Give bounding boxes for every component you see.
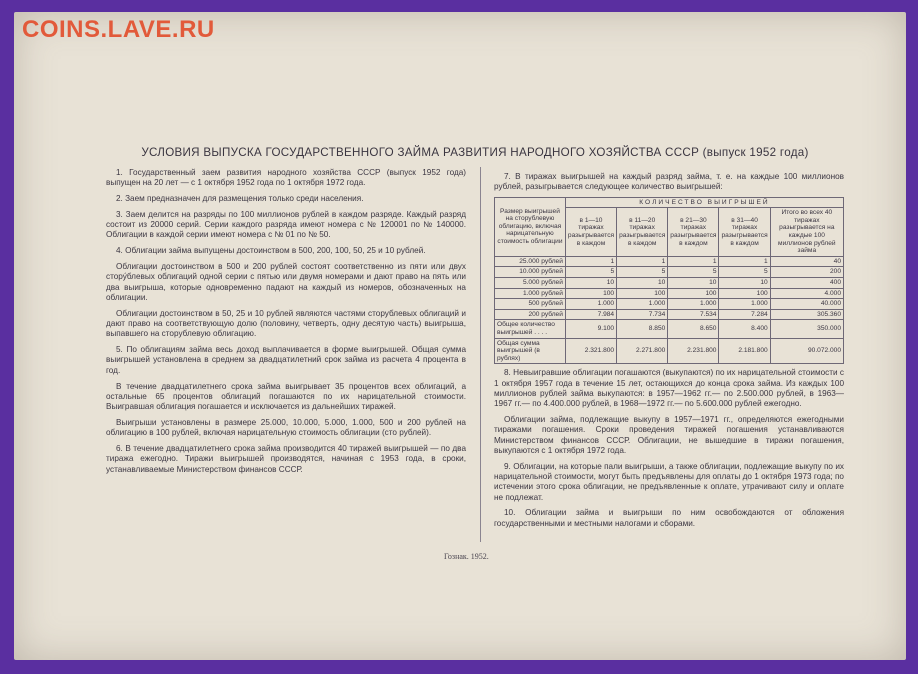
table-cell: 1.000 [617, 299, 668, 310]
table-cell: 1 [617, 256, 668, 267]
table-row [495, 256, 844, 267]
table-cell: 2.181.800 [719, 338, 770, 364]
table-row [495, 309, 844, 320]
document-heading: УСЛОВИЯ ВЫПУСКА ГОСУДАРСТВЕННОГО ЗАЙМА РАЗВИТИЯ НАРОДНОГО ХОЗЯЙСТВА СССР (выпуск 1952 года) [141, 146, 809, 159]
table-row [495, 299, 844, 310]
table-row-total-count [495, 320, 844, 338]
table-cell: 100 [565, 288, 616, 299]
condition-paragraph: Облигации достоинством в 500 и 200 рублей состоят соответственно из пяти или двух стору́блевых облигаций одной серии с пятью или двумя номерами и дают право на пять или два выигрыша, которые одновременно падают на каждый из номеров, обозначенных на облигации. [106, 262, 466, 302]
table-cell: 100 [719, 288, 770, 299]
table-cell: 25.000 рублей [495, 256, 566, 267]
table-group-header: КОЛИЧЕСТВО ВЫИГРЫШЕЙ [565, 197, 843, 208]
table-cell: 40.000 [770, 299, 843, 310]
table-row [495, 288, 844, 299]
table-cell: 2.271.800 [617, 338, 668, 364]
table-cell: 5.000 рублей [495, 277, 566, 288]
condition-paragraph: 5. По облигациям займа весь доход выплачивается в форме выигрышей. Общая сумма выигрышей установлена в среднем за двадцатилетний срок займа из расчета 4 процента в год. [106, 345, 466, 375]
table-cell: 100 [617, 288, 668, 299]
condition-paragraph: 10. Облигации займа и выигрыши по ним освобождаются от обложения государственными и местными налогами и сборами. [494, 508, 844, 528]
site-watermark: COINS.LAVE.RU [22, 16, 215, 43]
table-header-cell: Размер выигрышей на сторублевую облигацию, включая нарицательную стоимость облигации [495, 197, 566, 256]
condition-paragraph: Облигации займа, подлежащие выкупу в 1957—1971 гг., определяются ежегодными тиражами погашения. Сроки проведения тиражей погашения устанавливаются Министерством финансов СССР. Облигации, не вышедшие в тиражи погашения, выкупаются с 1 октября 1972 года. [494, 414, 844, 455]
table-cell: 7.534 [668, 309, 719, 320]
table-cell: 10 [719, 277, 770, 288]
table-cell: 5 [719, 267, 770, 278]
table-cell: 5 [668, 267, 719, 278]
table-cell: 200 рублей [495, 309, 566, 320]
table-row-total-sum [495, 338, 844, 364]
table-cell: 7.734 [617, 309, 668, 320]
table-cell: 1.000 [565, 299, 616, 310]
table-cell: 1 [719, 256, 770, 267]
table-cell: 10 [565, 277, 616, 288]
table-cell: 9.100 [565, 320, 616, 338]
condition-paragraph: 8. Невыигравшие облигации погашаются (выкупаются) по их нарицательной стоимости с 1 октября 1957 года в течение 15 лет, остающихся до конца срока займа. Из каждых 100 миллионов рублей займа выкупаются: в 1957—1962 гг.— по 2.500.000 рублей, в 1963—1967 гг.— по 4.400.000 рублей, в 1968—1972 гг.— по 5.600.000 рублей ежегодно. [494, 368, 844, 409]
table-cell: Общее количество выигрышей . . . . [495, 320, 566, 338]
table-cell: 10 [668, 277, 719, 288]
table-cell: 350.000 [770, 320, 843, 338]
table-cell: 5 [617, 267, 668, 278]
table-cell: 8.850 [617, 320, 668, 338]
table-cell: 8.400 [719, 320, 770, 338]
table-cell: 40 [770, 256, 843, 267]
table-header-cell: в 21—30 тиражах разыгрывается в каждом [668, 208, 719, 257]
bond-reverse-sheet [14, 12, 906, 660]
condition-paragraph: 2. Заем предназначен для размещения только среди населения. [116, 194, 364, 204]
condition-paragraph: 9. Облигации, на которые пали выигрыши, а также облигации, подлежащие выкупу по их нарицательной стоимости, могут быть предъявлены для оплаты до 1 октября 1973 года; по истечении этого срока облигации, не предъявленные к оплате, утрачивают силу и оплате не подлежат. [494, 461, 844, 502]
table-cell: 200 [770, 267, 843, 278]
table-cell: 1 [668, 256, 719, 267]
printer-imprint: Гознак. 1952. [444, 552, 489, 561]
table-cell: 7.284 [719, 309, 770, 320]
table-cell: 90.072.000 [770, 338, 843, 364]
table-cell: 400 [770, 277, 843, 288]
table-cell: 100 [668, 288, 719, 299]
table-header-cell: в 31—40 тиражах разыгрывается в каждом [719, 208, 770, 257]
table-row [495, 267, 844, 278]
condition-paragraph: 6. В течение двадцатилетнего срока займа производится 40 тиражей выигрышей — по два тиража ежегодно. Тиражи выигрышей производятся, начиная с 1953 года, в сроки, устанавливаемые Министерством финансов СССР. [106, 444, 466, 474]
table-cell: Общая сумма выигрышей (в рублях) [495, 338, 566, 364]
table-cell: 305.360 [770, 309, 843, 320]
table-row [495, 277, 844, 288]
conditions-left-column [106, 168, 466, 480]
table-cell: 10.000 рублей [495, 267, 566, 278]
condition-paragraph: В течение двадцатилетнего срока займа выигрывает 35 процентов всех облигаций, а остальные 65 процентов облигаций погашаются по их нарицательной стоимости. Выигравшая облигация погашается и исключается из дальнейших тиражей. [106, 381, 466, 412]
condition-paragraph: 7. В тиражах выигрышей на каждый разряд займа, т. е. на каждые 100 миллионов рублей, разыгрывается следующее количество выигрышей: [494, 172, 844, 192]
table-header-cell: в 1—10 тиражах разыгрывается в каждом [565, 208, 616, 257]
winnings-table [494, 197, 844, 365]
table-cell: 500 рублей [495, 299, 566, 310]
condition-paragraph: 4. Облигации займа выпущены достоинством в 500, 200, 100, 50, 25 и 10 рублей. [116, 246, 426, 256]
condition-paragraph: 3. Заем делится на разряды по 100 миллионов рублей в каждом разряде. Каждый разряд состоит из 20000 серий. Серии каждого разряда имеют номера с № 120001 по № 140000. Облигации в каждой серии имеют номера с № 01 по № 50. [106, 209, 466, 240]
conditions-right-column [494, 172, 844, 534]
table-cell: 2.231.800 [668, 338, 719, 364]
column-divider [480, 167, 481, 542]
table-cell: 1.000 [719, 299, 770, 310]
condition-paragraph: Облигации достоинством в 50, 25 и 10 рублей являются частями сторублевых облигаций и дают право на соответствующую долю (половину, четверть, одну десятую часть) выигрыша, выпавшего на сторублевую облигацию. [106, 308, 466, 339]
table-cell: 5 [565, 267, 616, 278]
table-cell: 1.000 [668, 299, 719, 310]
table-cell: 8.650 [668, 320, 719, 338]
table-body [495, 256, 844, 364]
condition-paragraph: 1. Государственный заем развития народного хозяйства СССР (выпуск 1952 года) выпущен на 20 лет — с 1 октября 1952 года по 1 октября 1972 года. [106, 168, 466, 188]
condition-paragraph: Выигрыши установлены в размере 25.000, 10.000, 5.000, 1.000, 500 и 200 рублей на облигацию в 100 рублей, включая нарицательную стоимость облигации (сто рублей). [106, 417, 466, 438]
table-cell: 1 [565, 256, 616, 267]
table-cell: 7.984 [565, 309, 616, 320]
table-header-cell: Итого во всех 40 тиражах разыгрывается на каждые 100 миллионов рублей займа [770, 208, 843, 257]
table-cell: 4.000 [770, 288, 843, 299]
table-cell: 2.321.800 [565, 338, 616, 364]
table-cell: 10 [617, 277, 668, 288]
table-cell: 1.000 рублей [495, 288, 566, 299]
table-header-cell: в 11—20 тиражах разыгрывается в каждом [617, 208, 668, 257]
